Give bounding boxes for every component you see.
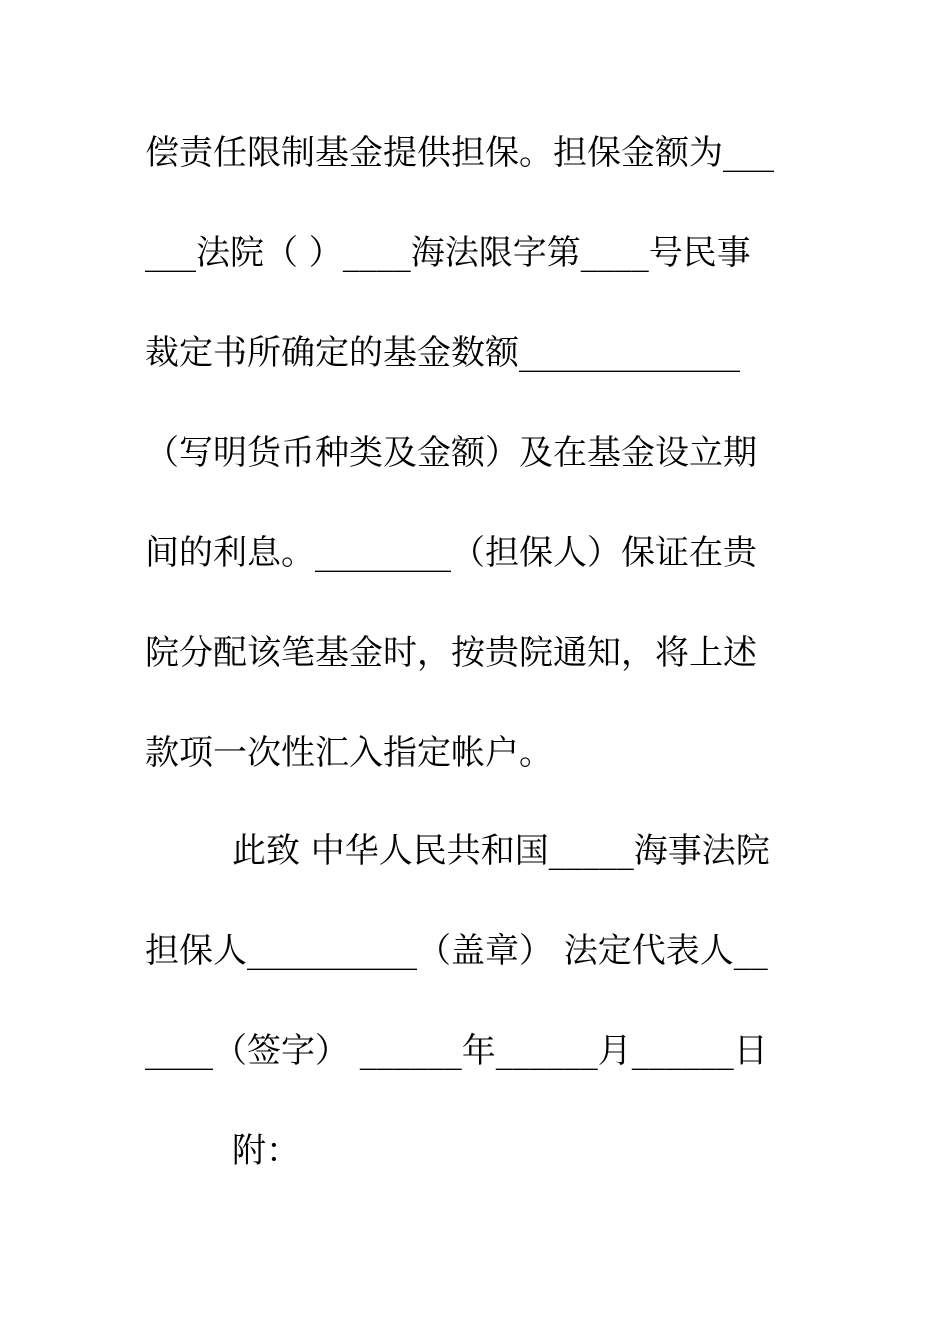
signature-date-line: ____（签字） ______年______月______日 <box>145 1031 768 1071</box>
body-text-line-2: ___法院（ ）____海法限字第____号民事 <box>145 233 751 273</box>
salutation-line: 此致 中华人民共和国_____海事法院 <box>232 831 770 871</box>
body-text-line-3: 裁定书所确定的基金数额_____________ <box>145 333 740 373</box>
body-text-line-5: 间的利息。________（担保人）保证在贵 <box>145 533 757 573</box>
attachment-label: 附： <box>232 1131 300 1171</box>
body-text-line-1: 偿责任限制基金提供担保。担保金额为___ <box>145 133 774 173</box>
body-text-line-6: 院分配该笔基金时，按贵院通知，将上述 <box>145 633 757 673</box>
guarantor-signature-line: 担保人__________（盖章） 法定代表人__ <box>145 931 768 971</box>
body-text-line-7: 款项一次性汇入指定帐户。 <box>145 733 553 773</box>
body-text-line-4: （写明货币种类及金额）及在基金设立期 <box>145 433 757 473</box>
